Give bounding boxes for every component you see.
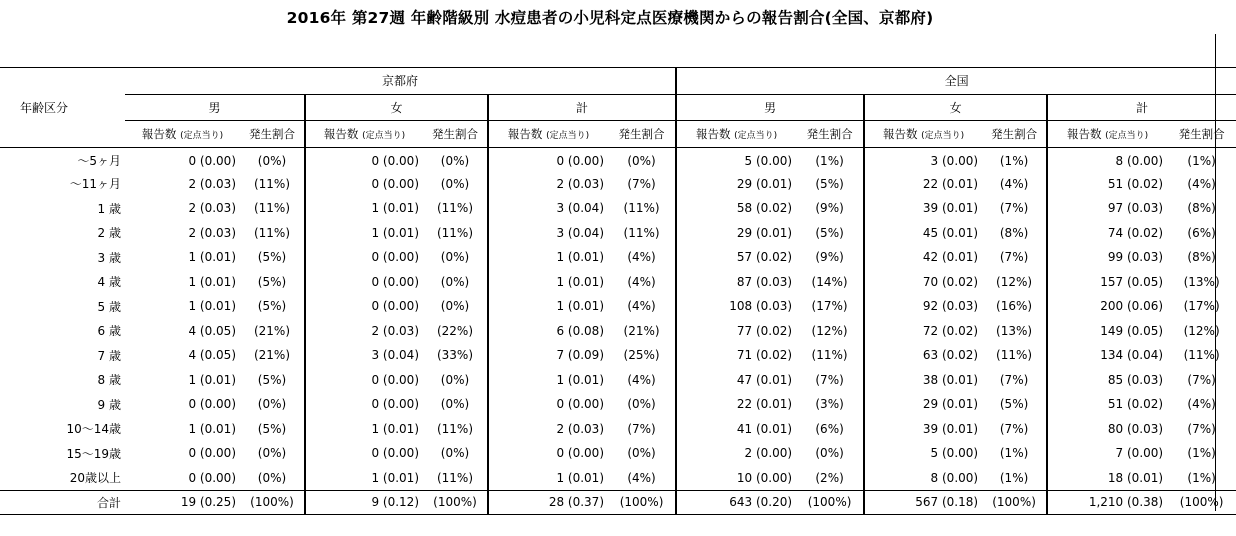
kyoto-female-count-cell: 3 (0.04) <box>305 343 423 368</box>
kyoto-female-rate-cell: (0%) <box>440 397 470 412</box>
national-male-rate-cell: (5%) <box>815 225 844 240</box>
kyoto-total-rate-cell: (25%) <box>623 348 660 363</box>
national-female-rate-cell: (100%) <box>982 490 1047 515</box>
national-male-rate-cell: (5%) <box>815 176 844 191</box>
kyoto-female-rate-cell: (22%) <box>436 323 474 338</box>
age-group-cell: 6 歳 <box>97 324 121 339</box>
age-group-cell: 4 歳 <box>97 275 121 290</box>
age-group-cell: 9 歳 <box>97 397 121 412</box>
national-male-rate-cell: (12%) <box>811 323 848 338</box>
national-male-count-cell: 29 (0.01) <box>676 221 796 246</box>
national-total-reports-header <box>1047 121 1167 148</box>
kyoto-female-header: 女 <box>305 94 488 121</box>
national-total-rate-header: 発生割合 <box>1167 121 1236 148</box>
kyoto-male-count-cell: 2 (0.03) <box>188 225 236 240</box>
national-female-count-cell: 38 (0.01) <box>864 368 982 393</box>
national-female-rate-cell: (13%) <box>996 323 1033 338</box>
national-male-count-cell: 71 (0.02) <box>676 343 796 368</box>
national-total-rate-cell: (1%) <box>1187 446 1216 461</box>
age-group-header: 年齢区分 <box>0 68 125 148</box>
national-total-count-cell: 97 (0.03) <box>1047 196 1167 221</box>
kyoto-male-count-cell: 2 (0.03) <box>188 201 236 216</box>
kyoto-female-count-cell: 0 (0.00) <box>305 368 423 393</box>
kyoto-female-count-cell: 1 (0.01) <box>305 417 423 442</box>
kyoto-female-rate-cell: (0%) <box>440 176 470 191</box>
kyoto-male-rate-cell: (5%) <box>257 250 287 265</box>
age-group-cell: 1 歳 <box>97 201 121 216</box>
table-row <box>0 392 1236 417</box>
table-row <box>0 245 1236 270</box>
national-female-count-cell: 8 (0.00) <box>864 466 982 491</box>
kyoto-female-count-cell: 1 (0.01) <box>305 466 423 491</box>
kyoto-total-rate-cell: (11%) <box>623 225 660 240</box>
kyoto-total-count-cell: 1 (0.01) <box>488 466 608 491</box>
national-total-count-cell: 149 (0.05) <box>1047 319 1167 344</box>
national-female-count-cell: 92 (0.03) <box>864 294 982 319</box>
kyoto-male-rate-cell: (5%) <box>257 421 287 436</box>
kyoto-male-rate-cell: (5%) <box>257 274 287 289</box>
kyoto-total-count-cell: 6 (0.08) <box>488 319 608 344</box>
kyoto-total-count-cell: 1 (0.01) <box>488 368 608 393</box>
kyoto-female-count-cell: 0 (0.00) <box>305 172 423 197</box>
national-female-rate-cell: (7%) <box>999 201 1029 216</box>
national-total-count-cell: 200 (0.06) <box>1047 294 1167 319</box>
kyoto-male-rate-cell: (5%) <box>257 372 287 387</box>
national-male-rate-cell: (17%) <box>811 299 848 314</box>
table-row <box>0 172 1236 197</box>
national-male-count-cell: 10 (0.00) <box>676 466 796 491</box>
national-male-count-cell: 87 (0.03) <box>676 270 796 295</box>
kyoto-male-rate-cell: (11%) <box>253 225 291 240</box>
national-male-count-cell: 108 (0.03) <box>676 294 796 319</box>
kyoto-total-count-cell: 3 (0.04) <box>488 196 608 221</box>
kyoto-total-count-cell: 0 (0.00) <box>488 392 608 417</box>
kyoto-male-rate-cell: (100%) <box>240 490 305 515</box>
kyoto-total-rate-cell: (0%) <box>627 397 656 412</box>
kyoto-female-rate-cell: (0%) <box>440 250 470 265</box>
kyoto-header: 京都府 <box>125 68 676 95</box>
age-group-cell: ～11ヶ月 <box>69 177 121 192</box>
national-total-rate-cell: (12%) <box>1183 323 1220 338</box>
kyoto-total-rate-cell: (7%) <box>627 176 656 191</box>
kyoto-female-reports-header <box>305 121 423 148</box>
national-total-rate-cell: (8%) <box>1187 201 1216 216</box>
national-female-rate-cell: (1%) <box>999 446 1029 461</box>
table-row <box>0 270 1236 295</box>
kyoto-total-reports-header <box>488 121 608 148</box>
kyoto-female-count-cell: 0 (0.00) <box>305 392 423 417</box>
national-female-count-cell: 39 (0.01) <box>864 417 982 442</box>
national-total-rate-cell: (1%) <box>1187 470 1216 485</box>
national-female-rate-cell: (5%) <box>999 397 1029 412</box>
kyoto-female-rate-cell: (0%) <box>440 153 470 168</box>
kyoto-female-rate-cell: (100%) <box>423 490 488 515</box>
national-male-rate-cell: (9%) <box>815 201 844 216</box>
national-male-count-cell: 47 (0.01) <box>676 368 796 393</box>
national-male-rate-cell: (14%) <box>811 274 848 289</box>
table-row <box>0 441 1236 466</box>
kyoto-total-count-cell: 1 (0.01) <box>488 270 608 295</box>
kyoto-male-rate-cell: (11%) <box>253 176 291 191</box>
kyoto-total-rate-cell: (4%) <box>627 299 656 314</box>
kyoto-female-count-cell: 0 (0.00) <box>305 294 423 319</box>
kyoto-male-count-cell: 1 (0.01) <box>188 274 236 289</box>
reports-label: 報告数 <box>695 126 731 141</box>
national-male-header: 男 <box>676 94 864 121</box>
national-female-count-cell: 22 (0.01) <box>864 172 982 197</box>
kyoto-male-rate-cell: (0%) <box>257 470 287 485</box>
kyoto-total-rate-cell: (4%) <box>627 274 656 289</box>
table-row <box>0 294 1236 319</box>
national-female-rate-cell: (11%) <box>996 348 1033 363</box>
national-total-count-cell: 51 (0.02) <box>1047 392 1167 417</box>
national-male-count-cell: 2 (0.00) <box>676 441 796 466</box>
kyoto-total-rate-cell: (7%) <box>627 421 656 436</box>
national-female-rate-cell: (7%) <box>999 250 1029 265</box>
national-male-count-cell: 5 (0.00) <box>676 147 796 172</box>
national-female-count-cell: 39 (0.01) <box>864 196 982 221</box>
kyoto-male-header: 男 <box>125 94 305 121</box>
kyoto-female-rate-header: 発生割合 <box>423 121 488 148</box>
kyoto-female-rate-cell: (0%) <box>440 446 470 461</box>
kyoto-total-count-cell: 1 (0.01) <box>488 245 608 270</box>
national-female-count-cell: 5 (0.00) <box>864 441 982 466</box>
age-group-cell: 合計 <box>0 490 125 515</box>
kyoto-total-count-cell: 2 (0.03) <box>488 417 608 442</box>
kyoto-male-rate-cell: (0%) <box>257 397 287 412</box>
kyoto-male-count-cell: 1 (0.01) <box>188 299 236 314</box>
national-female-count-cell: 63 (0.02) <box>864 343 982 368</box>
national-female-header: 女 <box>864 94 1047 121</box>
age-group-cell: ～5ヶ月 <box>77 154 121 168</box>
national-female-rate-header: 発生割合 <box>982 121 1047 148</box>
national-total-count-cell: 51 (0.02) <box>1047 172 1167 197</box>
kyoto-female-count-cell: 0 (0.00) <box>305 147 423 172</box>
national-male-rate-cell: (1%) <box>815 153 844 168</box>
table-row <box>0 319 1236 344</box>
per-site-label: (定点当り) <box>1105 130 1149 141</box>
national-male-reports-header <box>676 121 796 148</box>
per-site-label: (定点当り) <box>921 130 965 141</box>
kyoto-male-count-cell: 1 (0.01) <box>188 421 236 436</box>
kyoto-total-count-cell: 1 (0.01) <box>488 294 608 319</box>
kyoto-total-rate-cell: (0%) <box>627 446 656 461</box>
kyoto-total-rate-cell: (21%) <box>623 323 660 338</box>
kyoto-total-rate-header: 発生割合 <box>608 121 676 148</box>
national-female-rate-cell: (7%) <box>999 421 1029 436</box>
reports-label: 報告数 <box>1066 126 1102 141</box>
national-female-count-cell: 72 (0.02) <box>864 319 982 344</box>
kyoto-total-rate-cell: (11%) <box>623 201 660 216</box>
kyoto-female-count-cell: 0 (0.00) <box>305 441 423 466</box>
table-row <box>0 221 1236 246</box>
kyoto-female-count-cell: 0 (0.00) <box>305 270 423 295</box>
kyoto-female-rate-cell: (11%) <box>436 225 474 240</box>
table-row <box>0 417 1236 442</box>
national-total-rate-cell: (8%) <box>1187 250 1216 265</box>
national-female-rate-cell: (1%) <box>999 470 1029 485</box>
national-total-count-cell: 7 (0.00) <box>1047 441 1167 466</box>
national-total-rate-cell: (13%) <box>1183 274 1220 289</box>
kyoto-total-count-cell: 0 (0.00) <box>488 441 608 466</box>
national-female-count-cell: 42 (0.01) <box>864 245 982 270</box>
kyoto-male-rate-cell: (21%) <box>253 348 291 363</box>
page-title: 2016年 第27週 年齢階級別 水痘患者の小児科定点医療機関からの報告割合(全国、京都府) <box>286 9 934 27</box>
national-female-count-cell: 567 (0.18) <box>864 490 982 515</box>
kyoto-female-count-cell: 0 (0.00) <box>305 245 423 270</box>
kyoto-total-count-cell: 3 (0.04) <box>488 221 608 246</box>
national-female-rate-cell: (8%) <box>999 225 1029 240</box>
national-female-rate-cell: (4%) <box>999 176 1029 191</box>
national-male-count-cell: 643 (0.20) <box>676 490 796 515</box>
reports-label: 報告数 <box>323 126 359 141</box>
kyoto-female-count-cell: 1 (0.01) <box>305 221 423 246</box>
national-male-rate-cell: (7%) <box>815 372 844 387</box>
national-total-rate-cell: (4%) <box>1187 176 1216 191</box>
national-female-count-cell: 3 (0.00) <box>864 147 982 172</box>
kyoto-female-rate-cell: (0%) <box>440 299 470 314</box>
age-group-cell: 3 歳 <box>97 250 121 265</box>
national-total-count-cell: 74 (0.02) <box>1047 221 1167 246</box>
age-group-cell: 15～19歳 <box>66 446 121 461</box>
national-male-count-cell: 77 (0.02) <box>676 319 796 344</box>
kyoto-male-rate-cell: (21%) <box>253 323 291 338</box>
national-total-rate-cell: (11%) <box>1183 348 1220 363</box>
kyoto-total-count-cell: 2 (0.03) <box>488 172 608 197</box>
kyoto-male-count-cell: 19 (0.25) <box>125 490 240 515</box>
kyoto-male-count-cell: 0 (0.00) <box>188 153 236 168</box>
national-total-count-cell: 18 (0.01) <box>1047 466 1167 491</box>
kyoto-male-count-cell: 2 (0.03) <box>188 176 236 191</box>
per-site-label: (定点当り) <box>180 130 224 141</box>
kyoto-female-rate-cell: (0%) <box>440 274 470 289</box>
per-site-label: (定点当り) <box>362 130 406 141</box>
national-male-count-cell: 58 (0.02) <box>676 196 796 221</box>
kyoto-male-reports-header <box>125 121 240 148</box>
table-row <box>0 368 1236 393</box>
table-row <box>0 147 1236 172</box>
national-total-rate-cell: (6%) <box>1187 225 1216 240</box>
national-total-count-cell: 80 (0.03) <box>1047 417 1167 442</box>
national-female-count-cell: 45 (0.01) <box>864 221 982 246</box>
kyoto-total-rate-cell: (0%) <box>627 153 656 168</box>
kyoto-male-count-cell: 4 (0.05) <box>188 348 236 363</box>
national-male-rate-cell: (3%) <box>815 397 844 412</box>
national-total-rate-cell: (100%) <box>1167 490 1236 515</box>
national-total-count-cell: 99 (0.03) <box>1047 245 1167 270</box>
kyoto-male-count-cell: 0 (0.00) <box>188 446 236 461</box>
age-group-cell: 20歳以上 <box>69 471 121 485</box>
national-female-rate-cell: (16%) <box>996 299 1033 314</box>
kyoto-male-rate-cell: (5%) <box>257 299 287 314</box>
reports-label: 報告数 <box>141 126 177 141</box>
kyoto-male-count-cell: 1 (0.01) <box>188 372 236 387</box>
per-site-label: (定点当り) <box>734 130 778 141</box>
kyoto-female-rate-cell: (0%) <box>440 372 470 387</box>
table-row <box>0 196 1236 221</box>
kyoto-male-count-cell: 0 (0.00) <box>188 470 236 485</box>
national-total-rate-cell: (4%) <box>1187 397 1216 412</box>
table-row <box>0 343 1236 368</box>
reports-label: 報告数 <box>882 126 918 141</box>
national-total-rate-cell: (1%) <box>1187 153 1216 168</box>
kyoto-male-count-cell: 4 (0.05) <box>188 323 236 338</box>
national-male-rate-cell: (9%) <box>815 250 844 265</box>
national-female-rate-cell: (1%) <box>999 153 1029 168</box>
national-female-count-cell: 29 (0.01) <box>864 392 982 417</box>
age-group-cell: 8 歳 <box>97 373 121 388</box>
national-male-rate-cell: (100%) <box>796 490 864 515</box>
kyoto-female-rate-cell: (11%) <box>436 470 474 485</box>
age-group-cell: 7 歳 <box>97 348 121 363</box>
kyoto-total-rate-cell: (100%) <box>608 490 676 515</box>
report-table <box>0 67 1236 515</box>
national-total-rate-cell: (17%) <box>1183 299 1220 314</box>
kyoto-male-rate-cell: (0%) <box>257 446 287 461</box>
kyoto-male-rate-header: 発生割合 <box>240 121 305 148</box>
national-female-reports-header <box>864 121 982 148</box>
national-total-count-cell: 1,210 (0.38) <box>1047 490 1167 515</box>
kyoto-total-count-cell: 7 (0.09) <box>488 343 608 368</box>
national-header: 全国 <box>676 68 1236 95</box>
national-female-count-cell: 70 (0.02) <box>864 270 982 295</box>
national-total-count-cell: 85 (0.03) <box>1047 368 1167 393</box>
national-male-rate-cell: (11%) <box>811 348 848 363</box>
kyoto-female-count-cell: 9 (0.12) <box>305 490 423 515</box>
national-total-count-cell: 134 (0.04) <box>1047 343 1167 368</box>
national-total-rate-cell: (7%) <box>1187 372 1216 387</box>
national-total-count-cell: 8 (0.00) <box>1047 147 1167 172</box>
national-total-count-cell: 157 (0.05) <box>1047 270 1167 295</box>
reports-label: 報告数 <box>507 126 543 141</box>
national-male-count-cell: 22 (0.01) <box>676 392 796 417</box>
national-total-header: 計 <box>1047 94 1236 121</box>
kyoto-female-rate-cell: (11%) <box>436 201 474 216</box>
kyoto-female-count-cell: 1 (0.01) <box>305 196 423 221</box>
national-total-rate-cell: (7%) <box>1187 421 1216 436</box>
national-male-rate-cell: (0%) <box>815 446 844 461</box>
national-male-count-cell: 41 (0.01) <box>676 417 796 442</box>
kyoto-total-rate-cell: (4%) <box>627 250 656 265</box>
national-female-rate-cell: (12%) <box>996 274 1033 289</box>
total-row <box>0 490 1236 515</box>
national-male-rate-cell: (6%) <box>815 421 844 436</box>
age-group-cell: 2 歳 <box>97 226 121 241</box>
kyoto-total-rate-cell: (4%) <box>627 470 656 485</box>
national-male-count-cell: 57 (0.02) <box>676 245 796 270</box>
kyoto-female-count-cell: 2 (0.03) <box>305 319 423 344</box>
national-male-rate-cell: (2%) <box>815 470 844 485</box>
kyoto-male-rate-cell: (0%) <box>257 153 287 168</box>
kyoto-total-header: 計 <box>488 94 676 121</box>
kyoto-total-rate-cell: (4%) <box>627 372 656 387</box>
age-group-cell: 5 歳 <box>97 299 121 314</box>
kyoto-male-count-cell: 1 (0.01) <box>188 250 236 265</box>
kyoto-female-rate-cell: (11%) <box>436 421 474 436</box>
age-group-cell: 10～14歳 <box>66 422 121 437</box>
kyoto-female-rate-cell: (33%) <box>436 348 474 363</box>
national-male-count-cell: 29 (0.01) <box>676 172 796 197</box>
kyoto-male-rate-cell: (11%) <box>253 201 291 216</box>
per-site-label: (定点当り) <box>546 130 590 141</box>
kyoto-total-count-cell: 28 (0.37) <box>488 490 608 515</box>
kyoto-total-count-cell: 0 (0.00) <box>488 147 608 172</box>
national-female-rate-cell: (7%) <box>999 372 1029 387</box>
table-row <box>0 466 1236 491</box>
national-male-rate-header: 発生割合 <box>796 121 864 148</box>
kyoto-male-count-cell: 0 (0.00) <box>188 397 236 412</box>
